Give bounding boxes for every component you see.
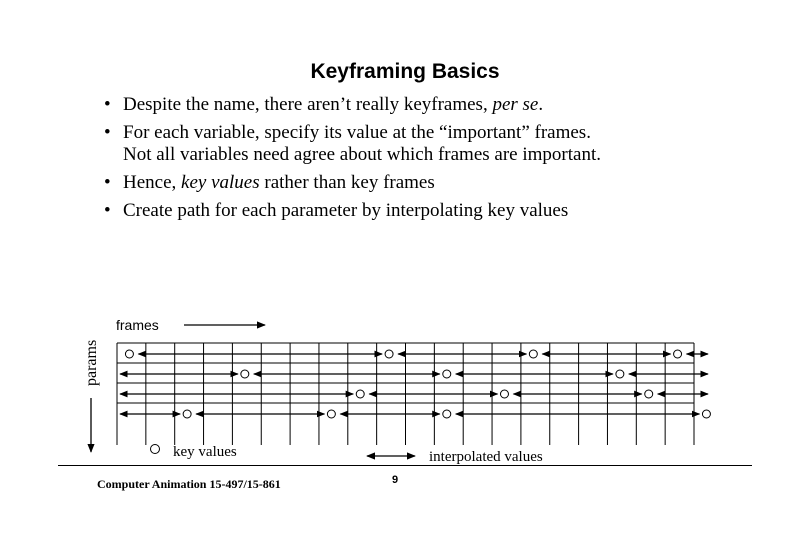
key-value-circle [500,390,508,398]
slide-title: Keyframing Basics [310,60,500,83]
key-value-circle [645,390,653,398]
key-value-circle [674,350,682,358]
footer-rule [58,465,752,466]
key-value-circle [327,410,335,418]
key-value-circle [356,390,364,398]
bullet-3-italic: key values [181,172,260,193]
bullet-1-italic: per se [492,94,539,115]
key-value-circle [183,410,191,418]
key-value-circle [443,410,451,418]
bullet-1-end: . [538,94,544,115]
legend-key-label: key values [173,444,237,460]
bullet-4-text: Create path for each parameter by interpolating key values [123,200,569,221]
bullet-2-line-1: • For each variable, specify its value at the “important” frames. [123,122,591,143]
key-value-circle [443,370,451,378]
parameter-marks [120,350,710,418]
key-value-circle [125,350,133,358]
key-value-circle [385,350,393,358]
frames-label: frames [116,317,159,333]
key-value-circle [241,370,249,378]
page-number: 9 [392,474,399,486]
bullet-1-text: Despite the name, there aren’t really keyframes, [123,94,493,115]
key-value-circle [702,410,710,418]
legend-key-circle [151,445,160,454]
footer-course: Computer Animation 15-497/15-861 [97,477,281,491]
params-label: params [83,339,100,386]
key-value-circle [616,370,624,378]
bullet-3-end: rather than key frames [259,172,435,193]
bullet-2-line-2: Not all variables need agree about which frames are important. [123,144,601,165]
legend-interp-label: interpolated values [429,449,543,465]
bullet-3-text: Hence, [123,172,182,193]
key-value-circle [529,350,537,358]
